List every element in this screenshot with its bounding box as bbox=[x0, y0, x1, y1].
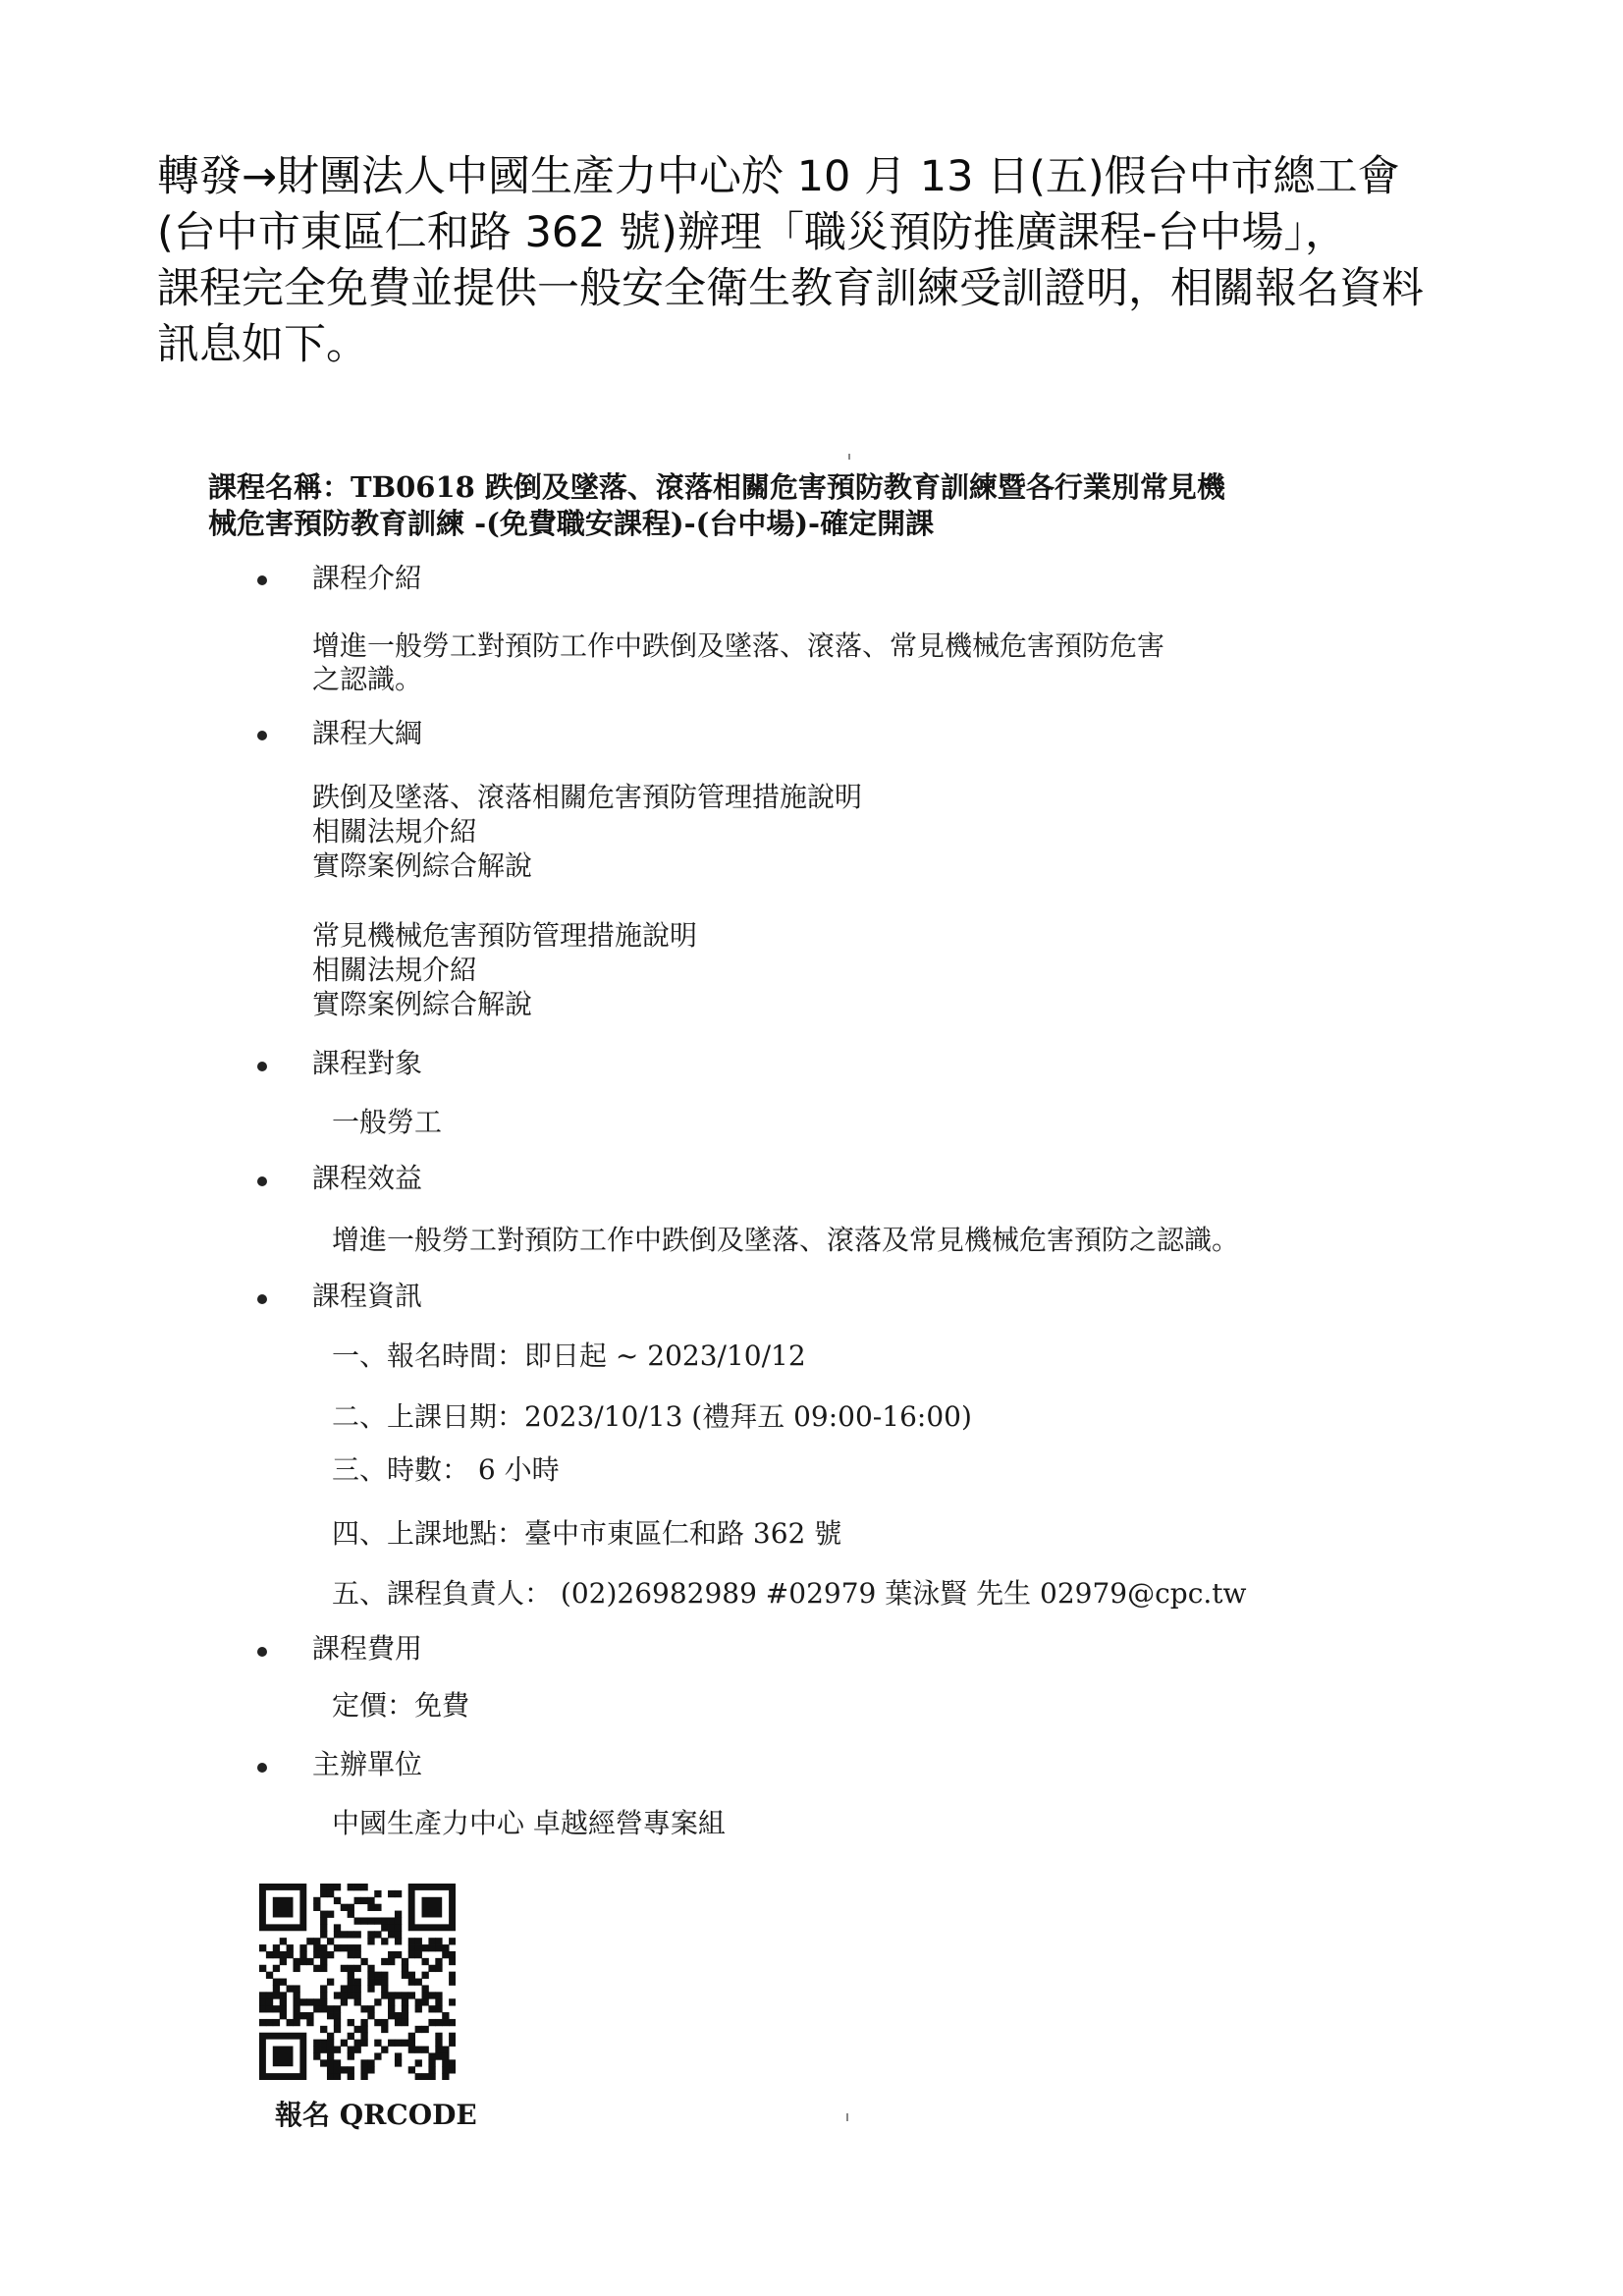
qr-code-icon bbox=[259, 1884, 456, 2080]
fee-value: 定價：免費 bbox=[332, 1689, 470, 1722]
course-name bbox=[208, 469, 1485, 542]
bullet-icon bbox=[257, 1294, 267, 1304]
section-heading-benefit: 課程效益 bbox=[312, 1162, 423, 1194]
scan-speck bbox=[846, 2113, 848, 2121]
info-item-location: 四、上課地點：臺中市東區仁和路 362 號 bbox=[332, 1517, 842, 1550]
bullet-icon bbox=[257, 575, 267, 585]
benefit-value: 增進一般勞工對預防工作中跌倒及墜落、滾落及常見機械危害預防之認識。 bbox=[332, 1224, 1240, 1256]
bullet-icon bbox=[257, 1763, 267, 1773]
course-name-line: 課程名稱：TB0618 跌倒及墜落、滾落相關危害預防教育訓練暨各行業別常見機 bbox=[208, 470, 1225, 504]
info-item-registration: 一、報名時間：即日起 ~ 2023/10/12 bbox=[332, 1339, 806, 1372]
qr-label: 報名 QRCODE bbox=[275, 2099, 477, 2131]
outline-item: 常見機械危害預防管理措施說明 bbox=[312, 919, 698, 952]
outline-item: 跌倒及墜落、滾落相關危害預防管理措施說明 bbox=[312, 781, 863, 813]
info-item-date: 二、上課日期：2023/10/13 (禮拜五 09:00-16:00) bbox=[332, 1400, 972, 1433]
intro-text-line: 增進一般勞工對預防工作中跌倒及墜落、滾落、常見機械危害預防危害 bbox=[312, 629, 1165, 662]
info-item-contact: 五、課程負責人： (02)26982989 #02979 葉泳賢 先生 02979@cpc.tw bbox=[332, 1577, 1247, 1610]
registration-qr-code[interactable] bbox=[259, 1884, 456, 2080]
bullet-icon bbox=[257, 1062, 267, 1071]
section-heading-fee: 課程費用 bbox=[312, 1632, 423, 1665]
outline-item: 實際案例綜合解說 bbox=[312, 849, 533, 882]
section-heading-intro: 課程介紹 bbox=[312, 562, 423, 594]
outline-item: 實際案例綜合解說 bbox=[312, 988, 533, 1020]
intro-line: (台中市東區仁和路 362 號)辦理「職災預防推廣課程-台中場」， bbox=[157, 208, 1347, 257]
section-heading-target: 課程對象 bbox=[312, 1047, 423, 1079]
bullet-icon bbox=[257, 1647, 267, 1657]
outline-item: 相關法規介紹 bbox=[312, 954, 478, 986]
section-heading-organizer: 主辦單位 bbox=[312, 1748, 423, 1780]
organizer-value: 中國生產力中心 卓越經營專案組 bbox=[332, 1807, 726, 1839]
course-name-line: 械危害預防教育訓練 -(免費職安課程)-(台中場)-確定開課 bbox=[208, 507, 935, 540]
section-heading-outline: 課程大綱 bbox=[312, 717, 423, 749]
info-item-hours: 三、時數： 6 小時 bbox=[332, 1453, 560, 1486]
bullet-icon bbox=[257, 731, 267, 740]
scan-speck bbox=[848, 454, 850, 460]
intro-text-line: 之認識。 bbox=[312, 663, 423, 695]
intro-paragraph bbox=[157, 149, 1492, 373]
section-heading-info: 課程資訊 bbox=[312, 1280, 423, 1312]
intro-line: 轉發→財團法人中國生產力中心於 10 月 13 日(五)假台中市總工會 bbox=[157, 152, 1400, 201]
target-value: 一般勞工 bbox=[332, 1106, 443, 1138]
outline-item: 相關法規介紹 bbox=[312, 815, 478, 847]
intro-line: 課程完全免費並提供一般安全衛生教育訓練受訓證明，相關報名資料 bbox=[157, 264, 1424, 313]
bullet-icon bbox=[257, 1176, 267, 1186]
intro-line: 訊息如下。 bbox=[157, 320, 368, 369]
